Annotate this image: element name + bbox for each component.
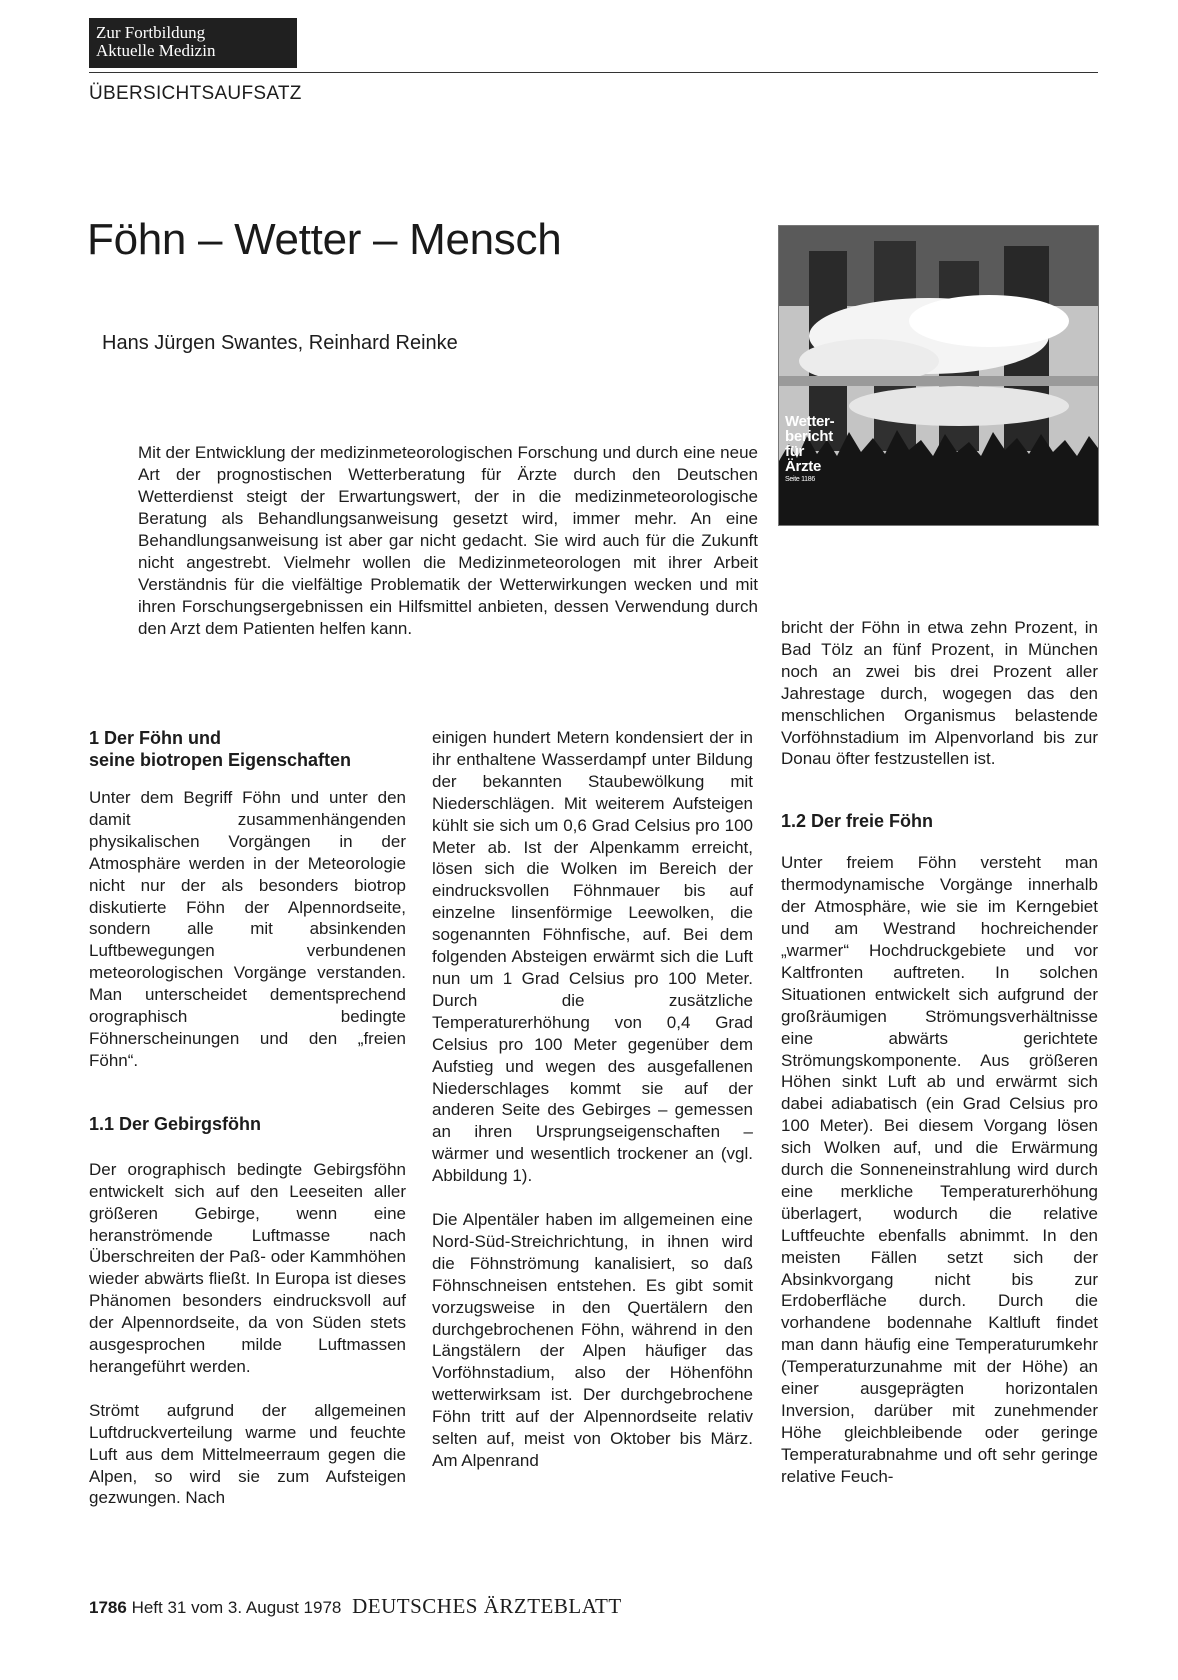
cover-caption [785, 414, 865, 486]
column-3 [781, 617, 1098, 1488]
paragraph: Unter freiem Föhn versteht man thermodynamische Vorgänge innerhalb der Atmosphäre, wie sie im Kerngebiet und am Westrand hochreichender „warmer“ Hochdruckgebiete und vor Kaltfronten auftreten. In solchen Situationen entwickelt sich aufgrund der großräumigen Strömungsverhältnisse eine abwärts gerichtete Strömungskomponente. Aus größeren Höhen sinkt Luft ab und erwärmt sich dabei adiabatisch (ein Grad Celsius pro 100 Meter). Bei diesem Vorgang lösen sich Wolken auf, und die Erwärmung durch die Sonneneinstrahlung wird durch eine merkliche Temperaturerhöhung überlagert, wodurch die relative Luftfeuchte ebenfalls abnimmt. In den meisten Fällen setzt sich der Absinkvorgang nicht bis zur Erdoberfläche durch. Durch die vorhandene bodennahe Kaltluft findet man dann häufig eine Temperaturumkehr (Temperaturzunahme mit der Höhe) an einer ausgeprägten horizontalen Inversion, darüber mit zunehmender Höhe gleichbleibende oder geringe Temperaturabnahme und oft sehr geringe relative Feuch- [781, 853, 1098, 1486]
article-title: Föhn – Wetter – Mensch [87, 215, 562, 264]
heading-1 [89, 727, 406, 771]
page-footer [89, 1594, 622, 1619]
cover-line-4: Ärzte [785, 458, 822, 475]
paragraph: Strömt aufgrund der allgemeinen Luftdruckverteilung warme und feuchte Luft aus dem Mittelmeerraum gegen die Alpen, so wird sie zum Aufsteigen gezwungen. Nach [89, 1400, 406, 1508]
abstract: Mit der Entwicklung der medizinmeteorologischen Forschung und durch eine neue Art der prognostischen Wetterberatung für Ärzte durch den Deutschen Wetterdienst steigt der Erwartungswert, der in die medizinmeteorologische Beratung als Behandlungsanweisung gesetzt wird, immer mehr. An eine Behandlungsanweisung ist aber gar nicht gedacht. Sie wird auch für die Zukunft nicht angestrebt. Vielmehr wollen die Medizinmeteorologen mit ihrer Arbeit Verständnis für die vielfältige Problematik der Wetterwirkungen wecken und mit ihren Forschungsergebnissen ein Hilfsmittel anbieten, dessen Verwendung durch den Arzt dem Patienten helfen kann. [138, 443, 758, 638]
authors: Hans Jürgen Swantes, Reinhard Reinke [102, 332, 458, 354]
cover-line-1: Wetter- [785, 413, 835, 430]
cover-line-2: bericht [785, 428, 833, 445]
section-badge [89, 18, 297, 68]
cover-line-5: Seite 1186 [785, 476, 815, 483]
section-label: ÜBERSICHTSAUFSATZ [89, 83, 302, 104]
badge-line-2: Aktuelle Medizin [96, 41, 216, 60]
heading-1-line-1: 1 Der Föhn und [89, 728, 221, 748]
heading-1-line-2: seine biotropen Eigenschaften [89, 750, 352, 770]
issue-info: Heft 31 vom 3. August 1978 [131, 1598, 342, 1617]
heading-1-1: 1.1 Der Gebirgsföhn [89, 1113, 262, 1134]
cover-image [778, 225, 1099, 526]
heading-1-2: 1.2 Der freie Föhn [781, 811, 934, 832]
paragraph: bricht der Föhn in etwa zehn Prozent, in Bad Tölz an fünf Prozent, in München noch an zwei bis drei Prozent aller Jahrestage durch, wogegen das den menschlichen Organismus belastende Vorföhnstadium im Alpenvorland bis zur Donau öfter festzustellen ist. [781, 618, 1098, 769]
column-2 [432, 727, 753, 1472]
journal-name: DEUTSCHES ÄRZTEBLATT [352, 1594, 622, 1618]
cover-line-3: für [785, 443, 805, 460]
header-rule [89, 72, 1098, 73]
badge-line-1: Zur Fortbildung [96, 23, 206, 42]
paragraph: Die Alpentäler haben im allgemeinen eine Nord-Süd-Streichrichtung, in ihnen wird die Föhnströmung kanalisiert, so daß Föhnschneisen entstehen. Es gibt somit vorzugsweise in den Quertälern den durchgebrochenen Föhn, während in den Längstälern der Alpen häufiger das Vorföhnstadium, also der Höhenföhn wetterwirksam ist. Der durchgebrochene Föhn tritt auf der Alpennordseite relativ selten auf, meist von Oktober bis März. Am Alpenrand [432, 1210, 753, 1470]
paragraph: Der orographisch bedingte Gebirgsföhn entwickelt sich auf den Leeseiten aller größeren Gebirge, wenn eine heranströmende Luftmasse nach Überschreiten der Paß- oder Kammhöhen wieder abwärts fließt. In Europa ist dieses Phänomen besonders eindrucksvoll auf der Alpennordseite, da von Süden stets ausgesprochen milde Luftmassen herangeführt werden. [89, 1159, 406, 1376]
page-number: 1786 [89, 1598, 127, 1617]
paragraph: Unter dem Begriff Föhn und unter den damit zusammenhängenden physikalischen Vorgängen in der Atmosphäre werden in der Meteorologie nicht nur der als besonders biotrop diskutierte Föhn der Alpennordseite, sondern alle mit absinkenden Luftbewegungen verbundenen meteorologischen Vorgänge verstanden. Man unterscheidet dementsprechend orographisch bedingte Föhnerscheinungen und den „freien Föhn“. [89, 788, 406, 1070]
column-1 [89, 727, 406, 1509]
paragraph: einigen hundert Metern kondensiert der in ihr enthaltene Wasserdampf unter Bildung der bekannten Staubewölkung mit Niederschlägen. Mit weiterem Aufsteigen kühlt sie sich um 0,6 Grad Celsius pro 100 Meter ab. Ist der Alpenkamm erreicht, lösen sich die Wolken im Bereich der eindrucksvollen Föhnmauer bis auf einzelne linsenförmige Leewolken, die sogenannten Föhnfische, auf. Bei dem folgenden Absteigen erwärmt sich die Luft nun um 1 Grad Celsius pro 100 Meter. Durch die zusätzliche Temperaturerhöhung von 0,4 Grad Celsius pro 100 Meter gegenüber dem Aufstieg und wegen des ausgefallenen Niederschlages kommt sie auf der anderen Seite des Gebirges – gemessen an ihren Ursprungseigenschaften – wärmer und wesentlich trockener an (vgl. Abbildung 1). [432, 728, 753, 1186]
